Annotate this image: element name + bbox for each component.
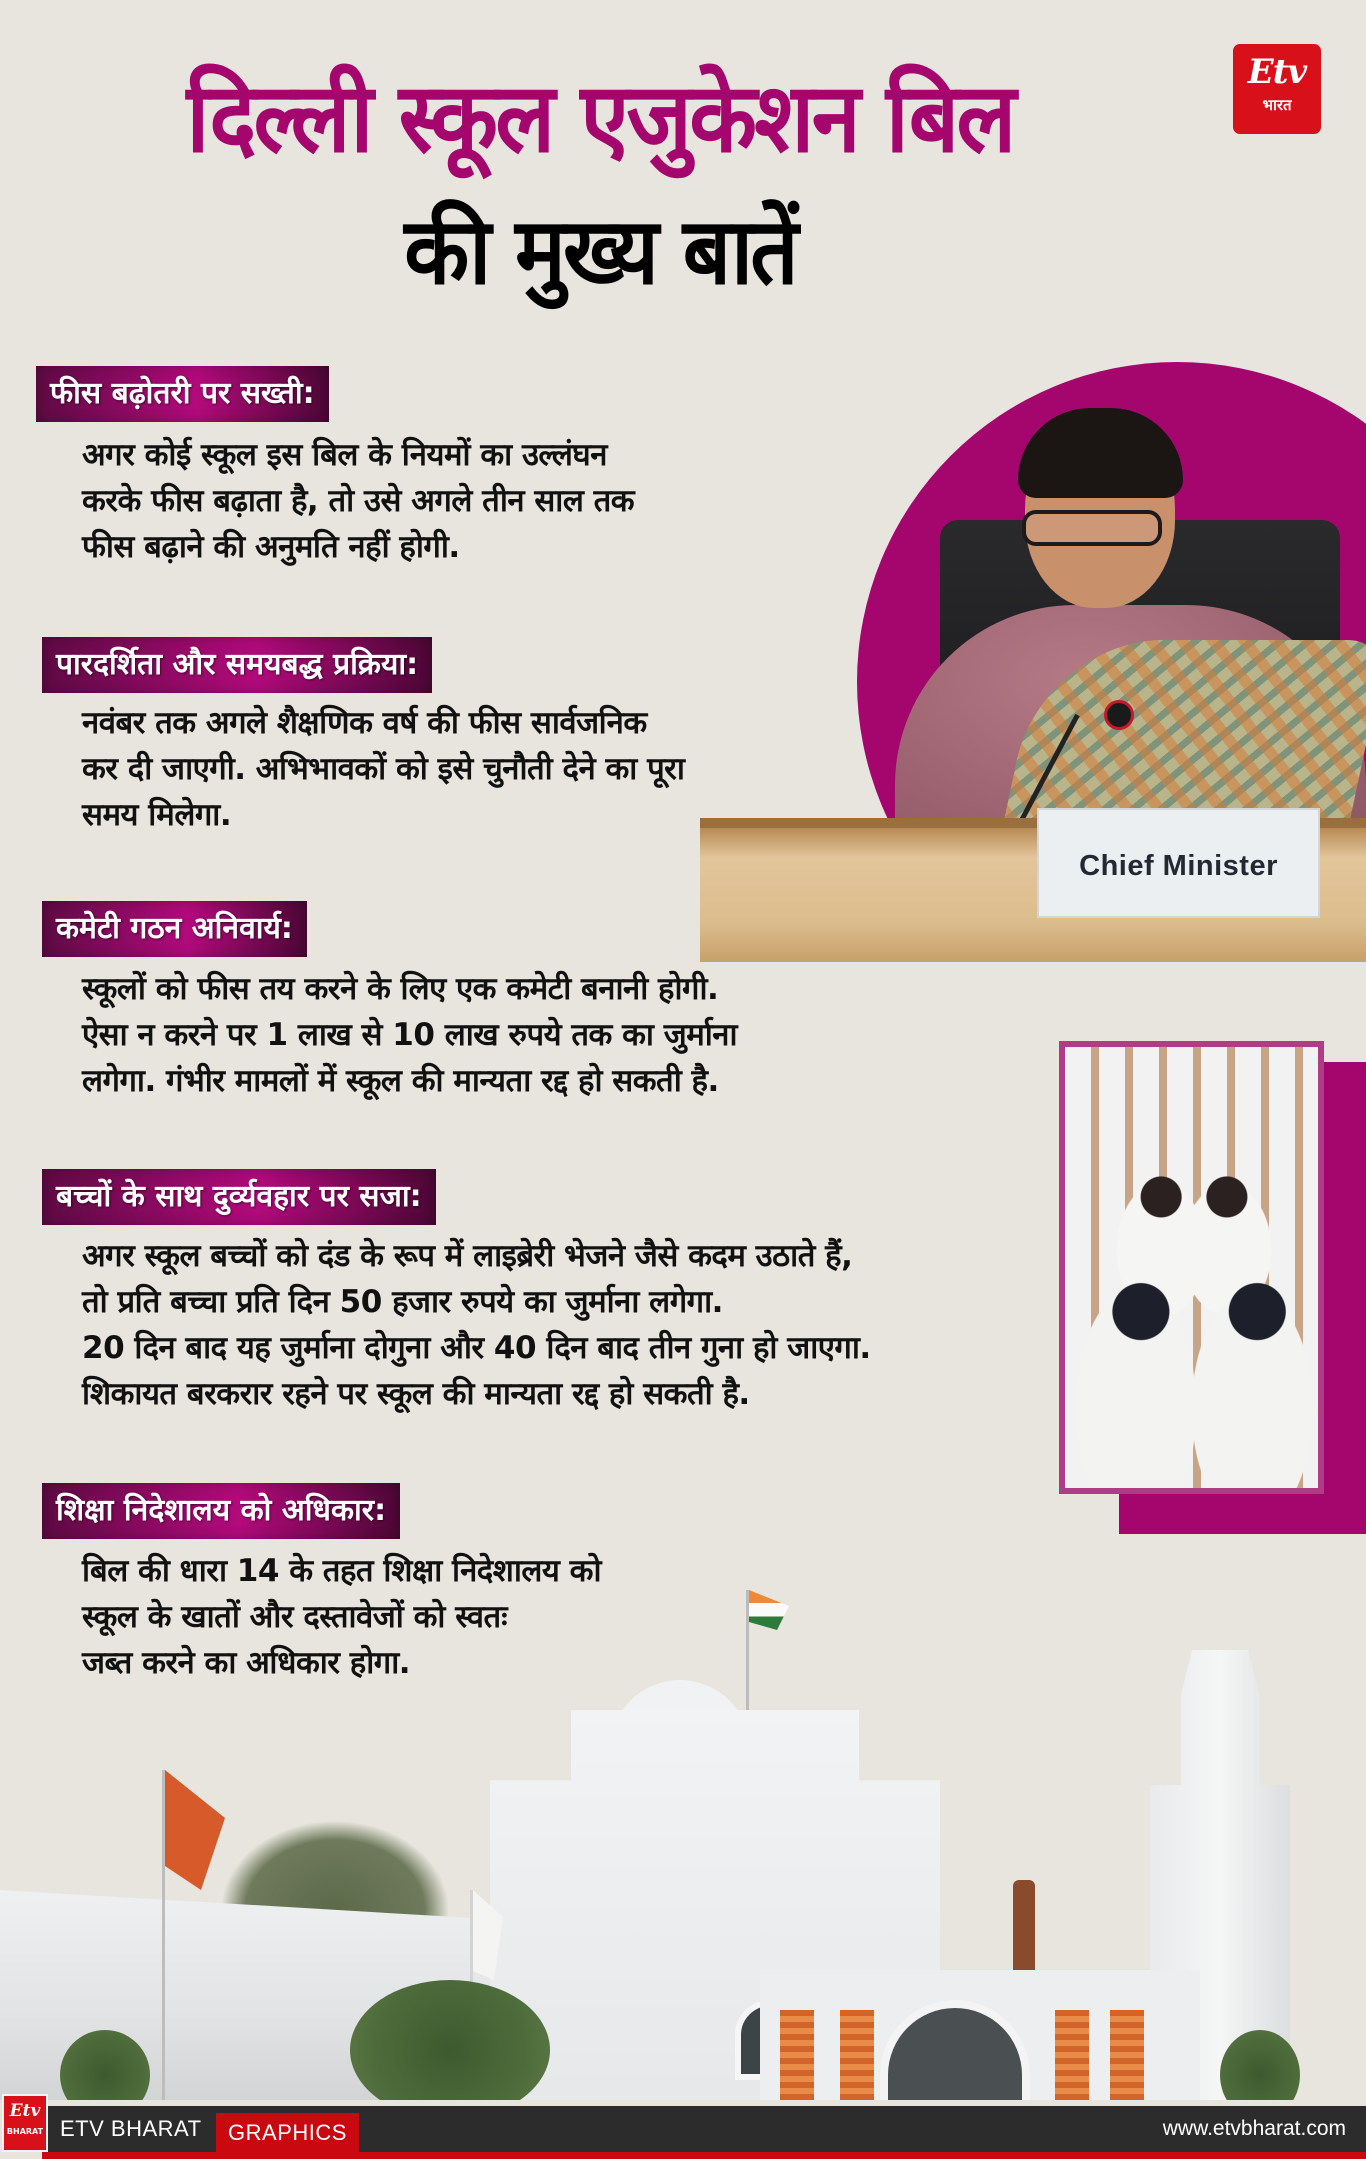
- section-label-fee-hike: फीस बढ़ोतरी पर सख्ती:: [36, 366, 329, 422]
- etv-logo-sub: भारत: [1262, 96, 1292, 114]
- indian-flag-icon: [749, 1590, 789, 1630]
- body-line: करके फीस बढ़ाता है, तो उसे अगले तीन साल तक: [82, 483, 635, 519]
- footer-accent-line: [42, 2152, 1366, 2159]
- etv-logo-mark: Etv: [1247, 52, 1307, 92]
- section-label-transparency: पारदर्शिता और समयबद्ध प्रक्रिया:: [42, 637, 432, 693]
- body-line: स्कूलों को फीस तय करने के लिए एक कमेटी बनानी होगी.: [82, 971, 719, 1007]
- footer-graphics-tag: GRAPHICS: [216, 2113, 359, 2152]
- section-label-directorate: शिक्षा निदेशालय को अधिकार:: [42, 1483, 400, 1539]
- section-body-directorate: [82, 1548, 601, 1686]
- body-line: ऐसा न करने पर 1 लाख से 10 लाख रुपये तक का जुर्माना: [82, 1017, 738, 1053]
- microphone-icon: [1104, 700, 1134, 730]
- section-body-committee: [82, 966, 737, 1104]
- body-line: 20 दिन बाद यह जुर्माना दोगुना और 40 दिन बाद तीन गुना हो जाएगा.: [82, 1330, 871, 1366]
- page-subtitle: की मुख्य बातें: [404, 198, 796, 305]
- page-title: दिल्ली स्कूल एजुकेशन बिल: [186, 62, 1014, 174]
- nameplate-text: Chief Minister: [1079, 850, 1278, 882]
- body-line: फीस बढ़ाने की अनुमति नहीं होगी.: [82, 529, 460, 565]
- flag-pole: [746, 1590, 749, 1720]
- body-line: अगर कोई स्कूल इस बिल के नियमों का उल्लंघन: [82, 437, 607, 473]
- body-line: स्कूल के खातों और दस्तावेजों को स्वतः: [82, 1599, 507, 1635]
- marigold-pillar: [1110, 2010, 1144, 2100]
- footer-brand: ETV BHARAT: [60, 2116, 202, 2141]
- marigold-pillar: [1055, 2010, 1089, 2100]
- body-line: बिल की धारा 14 के तहत शिक्षा निदेशालय को: [82, 1553, 601, 1589]
- body-line: कर दी जाएगी. अभिभावकों को इसे चुनौती देने का पूरा: [82, 751, 685, 787]
- saffron-flag-icon: [165, 1770, 225, 1890]
- section-body-transparency: [82, 700, 684, 838]
- body-line: जब्त करने का अधिकार होगा.: [82, 1645, 411, 1681]
- footer-etv-logo: [2, 2094, 48, 2152]
- section-label-committee: कमेटी गठन अनिवार्य:: [42, 901, 307, 957]
- section-body-child-abuse: [82, 1233, 871, 1417]
- body-line: समय मिलेगा.: [82, 797, 232, 833]
- marigold-pillar: [840, 2010, 874, 2100]
- students-photo: [1065, 1047, 1318, 1488]
- cm-glasses: [1022, 510, 1162, 546]
- section-label-child-abuse: बच्चों के साथ दुर्व्यवहार पर सजा:: [42, 1169, 436, 1225]
- body-line: लगेगा. गंभीर मामलों में स्कूल की मान्यता रद्द हो सकती है.: [82, 1063, 719, 1099]
- flag-pole: [162, 1770, 165, 2100]
- body-line: तो प्रति बच्चा प्रति दिन 50 हजार रुपये का जुर्माना लगेगा.: [82, 1284, 723, 1320]
- footer-website-link[interactable]: www.etvbharat.com: [1162, 2117, 1346, 2140]
- section-body-fee-hike: [82, 432, 634, 570]
- body-line: नवंबर तक अगले शैक्षणिक वर्ष की फीस सार्वजनिक: [82, 705, 647, 741]
- students-photo-frame: [1059, 1041, 1324, 1494]
- marigold-pillar: [780, 2010, 814, 2100]
- footer-logo-mark: Etv: [9, 2101, 41, 2121]
- body-line: अगर स्कूल बच्चों को दंड के रूप में लाइब्रेरी भेजने जैसे कदम उठाते हैं,: [82, 1238, 853, 1274]
- body-line: शिकायत बरकरार रहने पर स्कूल की मान्यता रद्द हो सकती है.: [82, 1376, 750, 1412]
- footer-logo-sub: BHARAT: [6, 2127, 44, 2136]
